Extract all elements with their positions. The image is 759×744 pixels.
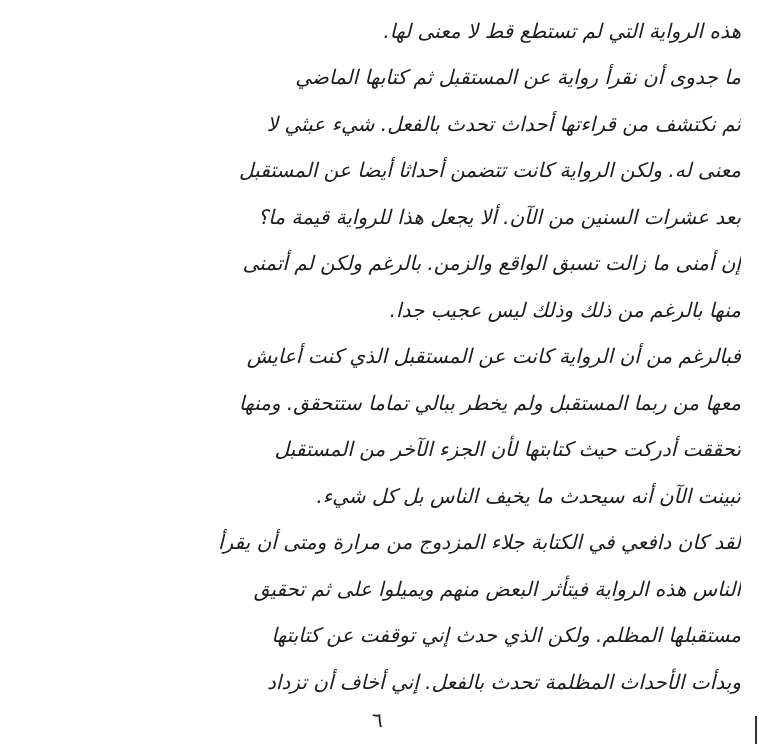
- text-line-1: هذه الرواية التي لم تستطع قط لا معنى لها.: [383, 19, 741, 43]
- text-line-6: إن أمنى ما زالت تسبق الواقع والزمن. بالرغم ولكن لم أتمنى: [242, 251, 741, 276]
- text-line-14: مستقبلها المظلم. ولكن الذي حدث إني توقفت عن كتابتها: [271, 623, 741, 648]
- text-line-13: الناس هذه الرواية فيتأثر البعض منهم ويميلوا على ثم تحقيق: [253, 576, 741, 601]
- text-line-10: تحققت أدركت حيث كتابتها لأن الجزء الآخر من المستقبل: [274, 437, 741, 462]
- margin-mark: [755, 716, 757, 744]
- handwritten-text: [14, 0, 741, 705]
- text-line-3: ثم نكتشف من قراءتها أحداث تحدث بالفعل. شيء عبثي لا: [266, 111, 741, 136]
- text-line-12: لقد كان دافعي في الكتابة جلاء المزدوج من مرارة ومتى أن يقرأ: [217, 530, 741, 555]
- text-line-9: معها من ربما المستقبل ولم يخطر ببالي تماما ستتحقق. ومنها: [238, 390, 741, 415]
- text-line-2: ما جدوى أن نقرأ رواية عن المستقبل ثم كتابها الماضي: [295, 65, 741, 90]
- text-line-7: منها بالرغم من ذلك وذلك ليس عجيب جدا.: [389, 297, 741, 322]
- text-line-15: وبدأت الأحداث المظلمة تحدث بالفعل. إني أخاف أن تزداد: [266, 669, 741, 694]
- text-line-5: بعد عشرات السنين من الآن. ألا يجعل هذا للرواية قيمة ما؟: [257, 204, 741, 229]
- text-line-11: تبينت الآن أنه سيحدث ما يخيف الناس بل كل شيء.: [316, 483, 741, 508]
- page-number: ٦: [372, 708, 383, 732]
- text-line-4: معنى له. ولكن الرواية كانت تتضمن أحداثا أيضا عن المستقبل: [239, 158, 741, 183]
- text-line-8: فبالرغم من أن الرواية كانت عن المستقبل الذي كنت أعايش: [246, 344, 741, 369]
